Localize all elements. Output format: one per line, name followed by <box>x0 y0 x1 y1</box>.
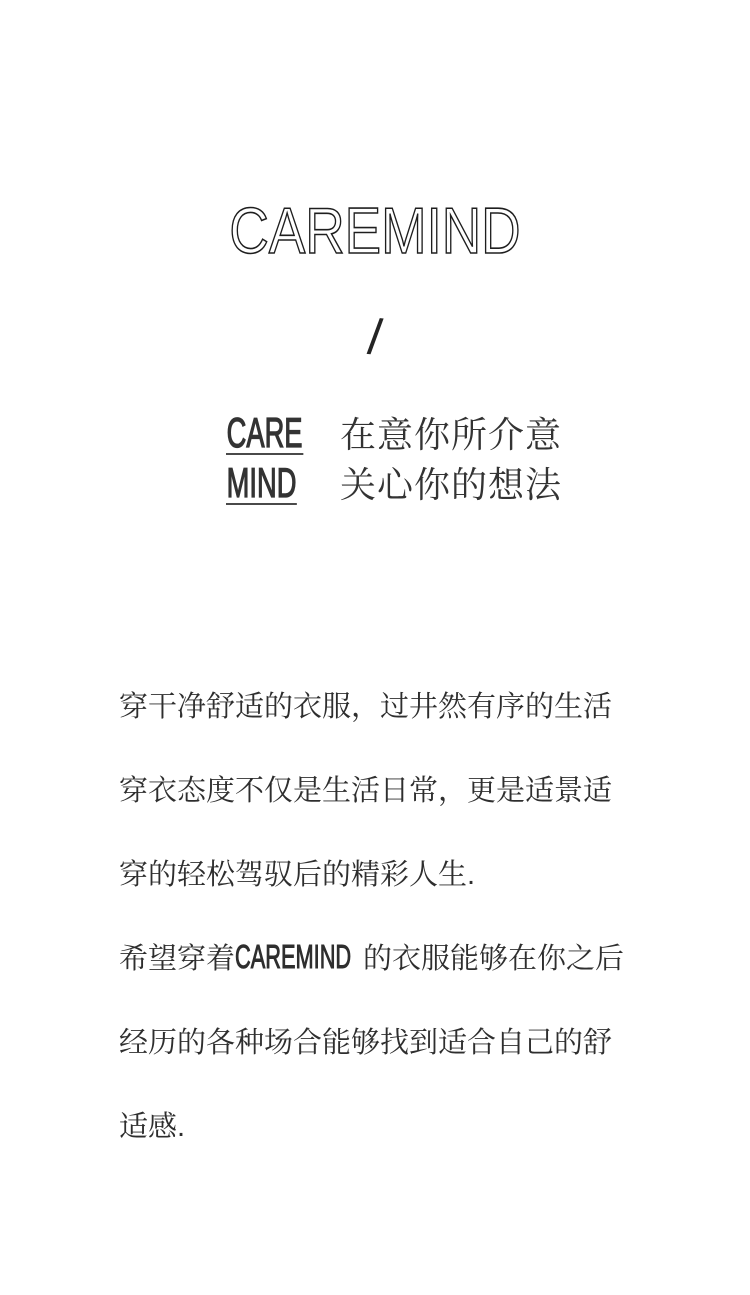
tagline-row-care <box>0 410 750 460</box>
body-line-4 <box>119 917 750 1001</box>
body-line-1: 穿干净舒适的衣服，过井然有序的生活 <box>119 691 613 723</box>
brand-logo-title: CAREMIND <box>229 194 521 267</box>
slash-divider: / <box>365 308 385 366</box>
brand-description <box>0 665 750 1169</box>
tagline-chinese-care: 在意你所介意 <box>340 414 563 455</box>
body-line-4-prefix: 希望穿着 <box>119 943 236 975</box>
tagline-row-mind <box>0 460 750 510</box>
tagline-chinese-mind: 关心你的想法 <box>340 464 563 505</box>
tagline-latin-care: CARE <box>226 409 303 456</box>
body-line-3: 穿的轻松驾驭后的精彩人生. <box>119 859 476 891</box>
body-line-2: 穿衣态度不仅是生活日常，更是适景适 <box>119 775 613 807</box>
tagline-latin-mind: MIND <box>226 459 297 506</box>
brand-tagline-block <box>0 410 750 510</box>
body-line-6: 适感. <box>119 1111 186 1143</box>
body-line-5: 经历的各种场合能够找到适合自己的舒 <box>119 1027 613 1059</box>
body-line-4-suffix: 的衣服能够在你之后 <box>363 943 625 975</box>
inline-brand-wordmark: CAREMIND <box>235 938 352 975</box>
